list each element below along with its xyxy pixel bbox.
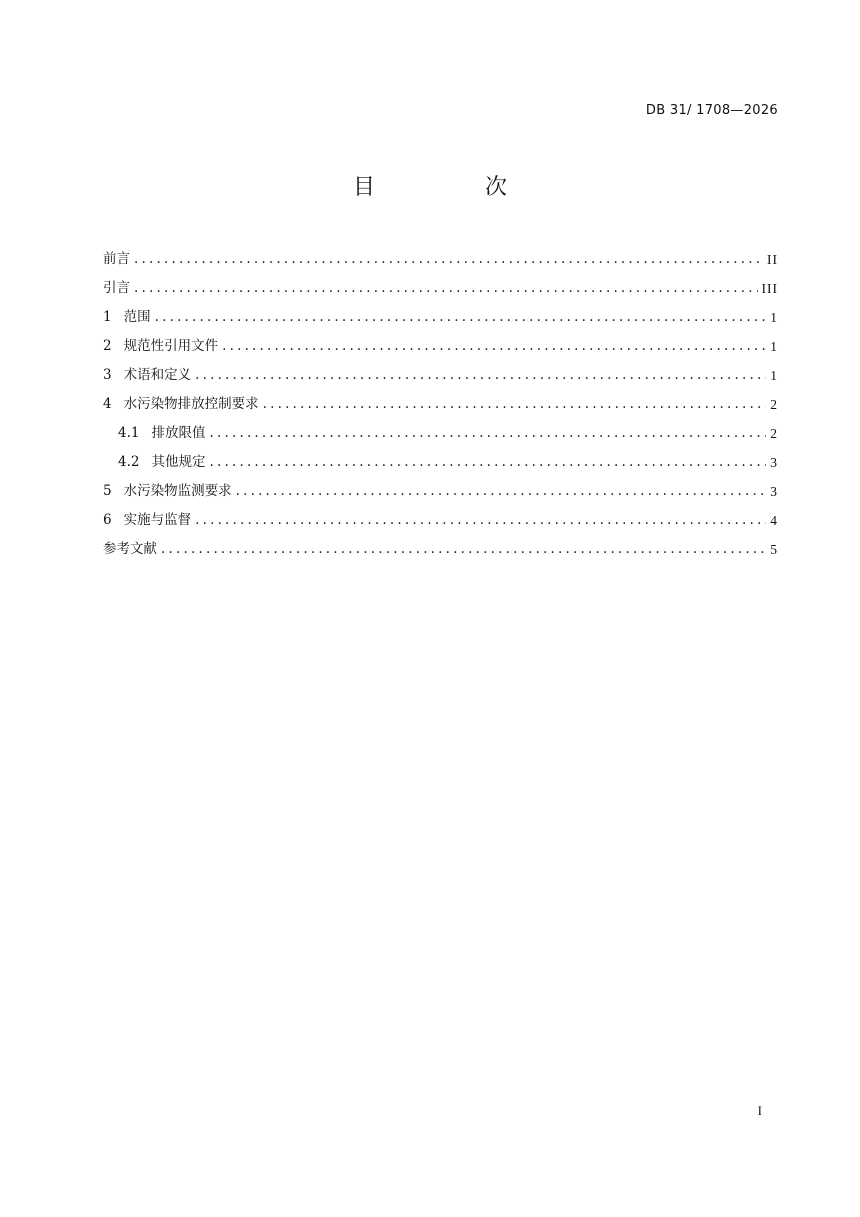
toc-entry-number: 3: [103, 367, 112, 383]
toc-entry-page: III: [761, 281, 778, 296]
toc-entry-page: 3: [770, 455, 778, 470]
toc-dot-leader: [263, 390, 767, 419]
toc-dot-leader: [209, 448, 766, 477]
toc-entry-page: 4: [770, 513, 778, 528]
toc-entry-terms-definitions[interactable]: [103, 361, 778, 390]
toc-entry-page: II: [767, 252, 778, 267]
toc-entry-number: 6: [103, 512, 112, 528]
toc-entry-number: 1: [103, 309, 112, 325]
toc-dot-leader: [134, 245, 763, 274]
toc-entry-number: 4: [103, 396, 112, 412]
toc-entry-heading: 范围: [123, 309, 151, 325]
toc-entry-number: 2: [103, 338, 112, 354]
toc-title: 目 次: [352, 175, 551, 200]
toc-entry-discharge-limits[interactable]: [103, 419, 778, 448]
toc-entry-page: 5: [770, 542, 778, 557]
toc-entry-monitoring[interactable]: [103, 477, 778, 506]
toc-dot-leader: [195, 506, 766, 535]
toc-entry-heading: 水污染物排放控制要求: [123, 396, 259, 412]
toc-dot-leader: [155, 303, 767, 332]
toc-entry-bibliography[interactable]: [103, 535, 778, 564]
toc-entry-page: 1: [770, 339, 778, 354]
toc-dot-leader: [134, 274, 758, 303]
toc-entry-heading: 术语和定义: [123, 367, 192, 383]
toc-entry-heading: 引言: [103, 280, 130, 296]
toc-entry-normative-references[interactable]: [103, 332, 778, 361]
toc-entry-page: 2: [770, 426, 778, 441]
toc-dot-leader: [236, 477, 767, 506]
toc-entry-heading: 其他规定: [151, 454, 206, 470]
table-of-contents: [103, 245, 778, 564]
toc-entry-other-provisions[interactable]: [103, 448, 778, 477]
toc-entry-heading: 前言: [103, 251, 130, 267]
toc-dot-leader: [222, 332, 766, 361]
toc-entry-number: 5: [103, 483, 112, 499]
toc-entry-discharge-control[interactable]: [103, 390, 778, 419]
toc-entry-page: 3: [770, 484, 778, 499]
toc-entry-heading: 排放限值: [151, 425, 206, 441]
toc-entry-page: 2: [770, 397, 778, 412]
toc-entry-page: 1: [770, 310, 778, 325]
toc-entry-heading: 实施与监督: [123, 512, 192, 528]
toc-dot-leader: [209, 419, 766, 448]
toc-entry-heading: 规范性引用文件: [123, 338, 219, 354]
toc-dot-leader: [161, 535, 766, 564]
toc-entry-page: 1: [770, 368, 778, 383]
toc-entry-foreword[interactable]: [103, 245, 778, 274]
toc-entry-introduction[interactable]: [103, 274, 778, 303]
toc-entry-implementation[interactable]: [103, 506, 778, 535]
toc-dot-leader: [195, 361, 766, 390]
toc-entry-heading: 水污染物监测要求: [123, 483, 232, 499]
toc-entry-number: 4.1: [118, 425, 140, 441]
toc-entry-heading: 参考文献: [103, 541, 157, 557]
toc-entry-number: 4.2: [118, 454, 140, 470]
toc-entry-scope[interactable]: [103, 303, 778, 332]
standard-code: DB 31/ 1708—2026: [645, 103, 778, 118]
page-number: I: [757, 1103, 762, 1118]
